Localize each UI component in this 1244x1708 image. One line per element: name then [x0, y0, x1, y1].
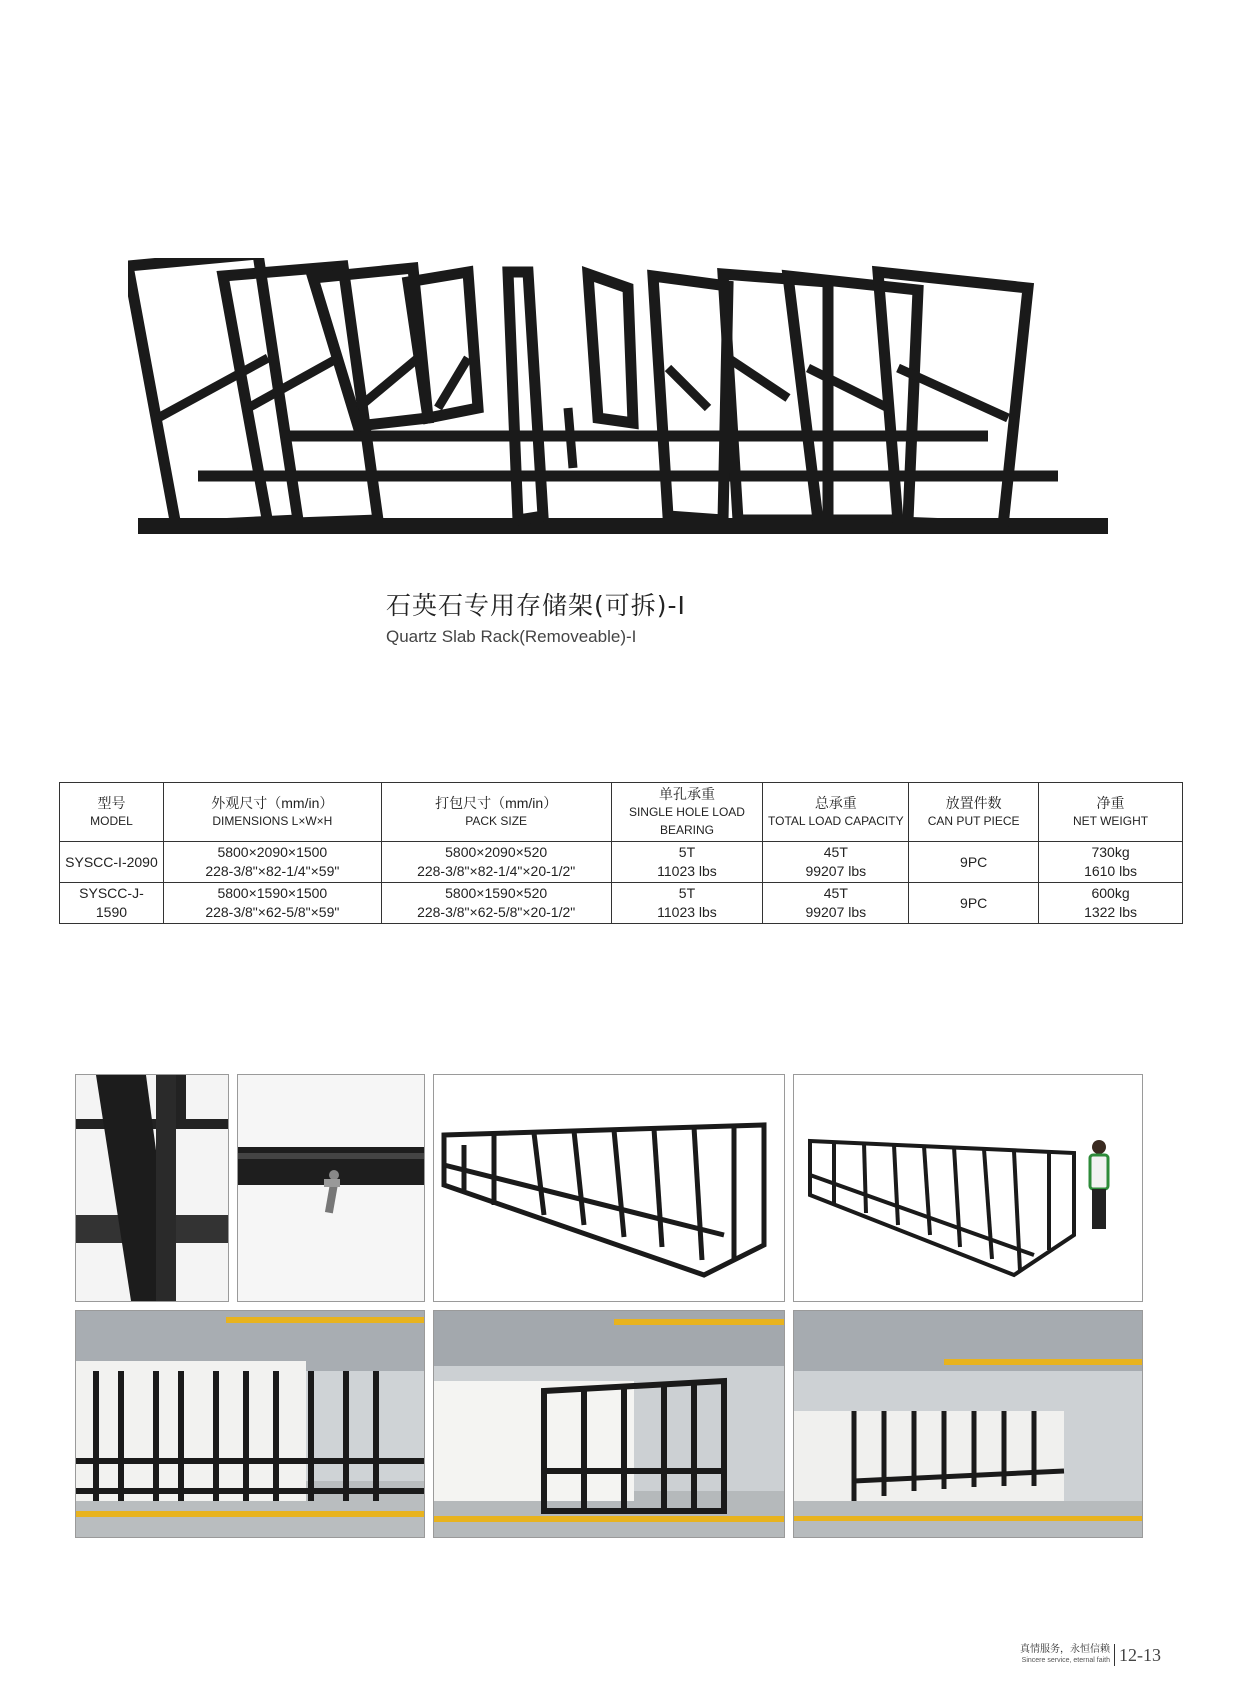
cell-pieces: 9PC	[909, 842, 1039, 883]
slogan-cn: 真情服务，永恒信赖	[1020, 1644, 1110, 1655]
cell-total-load: 45T 99207 lbs	[763, 842, 909, 883]
hero-rack-image	[128, 258, 1118, 548]
cell-model: SYSCC-I-2090	[60, 842, 164, 883]
table-row	[60, 842, 1183, 883]
rack-with-person-photo	[793, 1074, 1143, 1302]
cell-pack-size: 5800×1590×520 228-3/8"×62-5/8"×20-1/2"	[381, 883, 611, 924]
page-footer	[1020, 1644, 1161, 1666]
cell-single-load: 5T 11023 lbs	[611, 842, 763, 883]
table-header-row	[60, 783, 1183, 842]
footer-slogan	[1020, 1644, 1110, 1666]
title-cn: 石英石专用存储架(可拆)-I	[386, 591, 686, 620]
page-number: 12-13	[1119, 1644, 1161, 1665]
cell-net-weight: 600kg 1322 lbs	[1039, 883, 1183, 924]
product-title	[386, 586, 686, 647]
col-header-net-weight: 净重 NET WEIGHT	[1039, 783, 1183, 842]
slogan-en: Sincere service, eternal faith	[1021, 1657, 1110, 1664]
cell-total-load: 45T 99207 lbs	[763, 883, 909, 924]
col-header-total-load: 总承重 TOTAL LOAD CAPACITY	[763, 783, 909, 842]
rack-illustration	[128, 258, 1118, 548]
cell-dimensions: 5800×2090×1500 228-3/8"×82-1/4"×59"	[163, 842, 381, 883]
cell-net-weight: 730kg 1610 lbs	[1039, 842, 1183, 883]
footer-divider	[1114, 1644, 1115, 1666]
warehouse-photo-2	[433, 1310, 785, 1538]
spec-table	[59, 782, 1183, 924]
table-row	[60, 883, 1183, 924]
detail-bolt-photo	[237, 1074, 425, 1302]
cell-dimensions: 5800×1590×1500 228-3/8"×62-5/8"×59"	[163, 883, 381, 924]
col-header-dimensions: 外观尺寸（mm/in） DIMENSIONS L×W×H	[163, 783, 381, 842]
detail-upright-photo	[75, 1074, 229, 1302]
col-header-single-load: 单孔承重 SINGLE HOLE LOAD BEARING	[611, 783, 763, 842]
title-en: Quartz Slab Rack(Removeable)-I	[386, 627, 637, 646]
cell-pieces: 9PC	[909, 883, 1039, 924]
cell-pack-size: 5800×2090×520 228-3/8"×82-1/4"×20-1/2"	[381, 842, 611, 883]
col-header-pieces: 放置件数 CAN PUT PIECE	[909, 783, 1039, 842]
cell-model: SYSCC-J-1590	[60, 883, 164, 924]
warehouse-photo-1	[75, 1310, 425, 1538]
warehouse-photo-3	[793, 1310, 1143, 1538]
col-header-pack-size: 打包尺寸（mm/in） PACK SIZE	[381, 783, 611, 842]
cell-single-load: 5T 11023 lbs	[611, 883, 763, 924]
col-header-model: 型号 MODEL	[60, 783, 164, 842]
rack-angle-photo	[433, 1074, 785, 1302]
